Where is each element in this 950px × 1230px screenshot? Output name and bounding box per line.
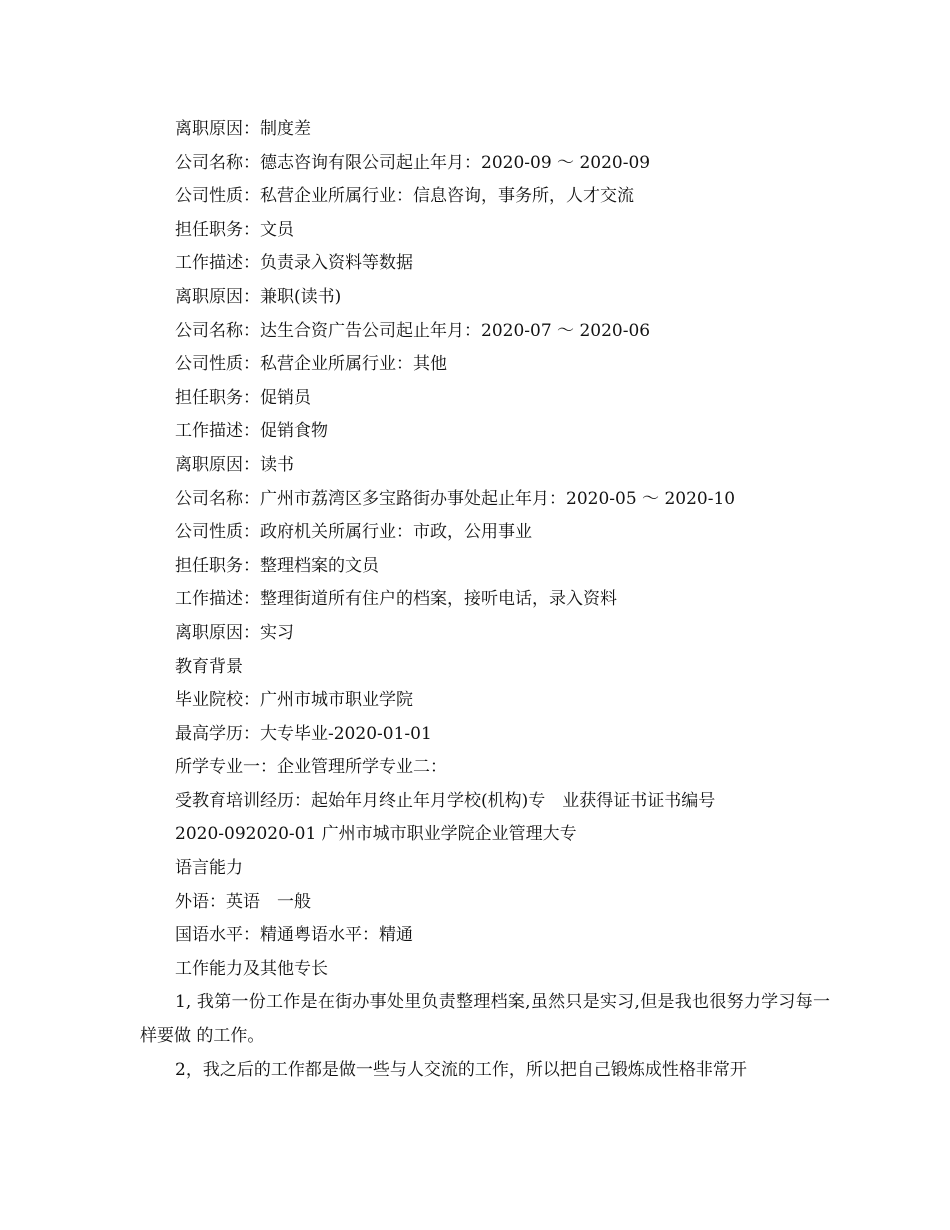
text-line-job-description-1: 工作描述：负责录入资料等数据	[175, 253, 413, 274]
text-line-company-name-3: 公司名称：广州市荔湾区多宝路街办事处起止年月：2020-05 ～ 2020-10	[175, 488, 736, 509]
text-line-position-3: 担任职务：整理档案的文员	[175, 555, 379, 576]
text-line-company-name-1: 公司名称：德志咨询有限公司起止年月：2020-09 ～ 2020-09	[175, 152, 651, 173]
text-line-resign-reason-1: 离职原因：制度差	[175, 119, 311, 139]
text-line-resign-reason-3: 离职原因：读书	[175, 454, 294, 475]
text-line-school: 毕业院校：广州市城市职业学院	[175, 690, 413, 711]
section-heading-language: 语言能力	[175, 858, 243, 879]
text-line-resign-reason-2: 离职原因：兼职(读书)	[175, 286, 342, 307]
text-line-training-record: 2020-092020-01 广州市城市职业学院企业管理大专	[175, 824, 577, 845]
text-line-company-type-1: 公司性质：私营企业所属行业：信息咨询，事务所，人才交流	[175, 186, 634, 207]
section-heading-education: 教育背景	[175, 656, 243, 677]
text-line-position-1: 担任职务：文员	[175, 219, 294, 240]
paragraph-skill-1: 1, 我第一份工作是在街办事处里负责整理档案,虽然只是实习,但是我也很努力学习每一样要做 的工作。	[140, 992, 830, 1047]
text-line-foreign-language: 外语：英语 一般	[175, 891, 311, 912]
section-heading-skills: 工作能力及其他专长	[175, 958, 328, 979]
text-line-company-name-2: 公司名称：达生合资广告公司起止年月：2020-07 ～ 2020-06	[175, 320, 651, 341]
text-line-job-description-3: 工作描述：整理街道所有住户的档案，接听电话，录入资料	[175, 589, 617, 610]
text-line-dialect-level: 国语水平：精通粤语水平：精通	[175, 925, 413, 946]
text-line-job-description-2: 工作描述：促销食物	[175, 421, 328, 442]
text-line-position-2: 担任职务：促销员	[175, 387, 311, 408]
paragraph-skill-2: 2，我之后的工作都是做一些与人交流的工作，所以把自己锻炼成性格非常开	[175, 1059, 747, 1080]
text-line-highest-degree: 最高学历：大专毕业-2020-01-01	[175, 723, 432, 744]
resume-content	[140, 113, 830, 1087]
text-line-major: 所学专业一：企业管理所学专业二：	[175, 757, 447, 778]
text-line-training-header: 受教育培训经历：起始年月终止年月学校(机构)专 业获得证书证书编号	[175, 790, 716, 811]
text-line-company-type-2: 公司性质：私营企业所属行业：其他	[175, 354, 447, 375]
text-line-company-type-3: 公司性质：政府机关所属行业：市政，公用事业	[175, 522, 532, 543]
text-line-resign-reason-4: 离职原因：实习	[175, 622, 294, 643]
